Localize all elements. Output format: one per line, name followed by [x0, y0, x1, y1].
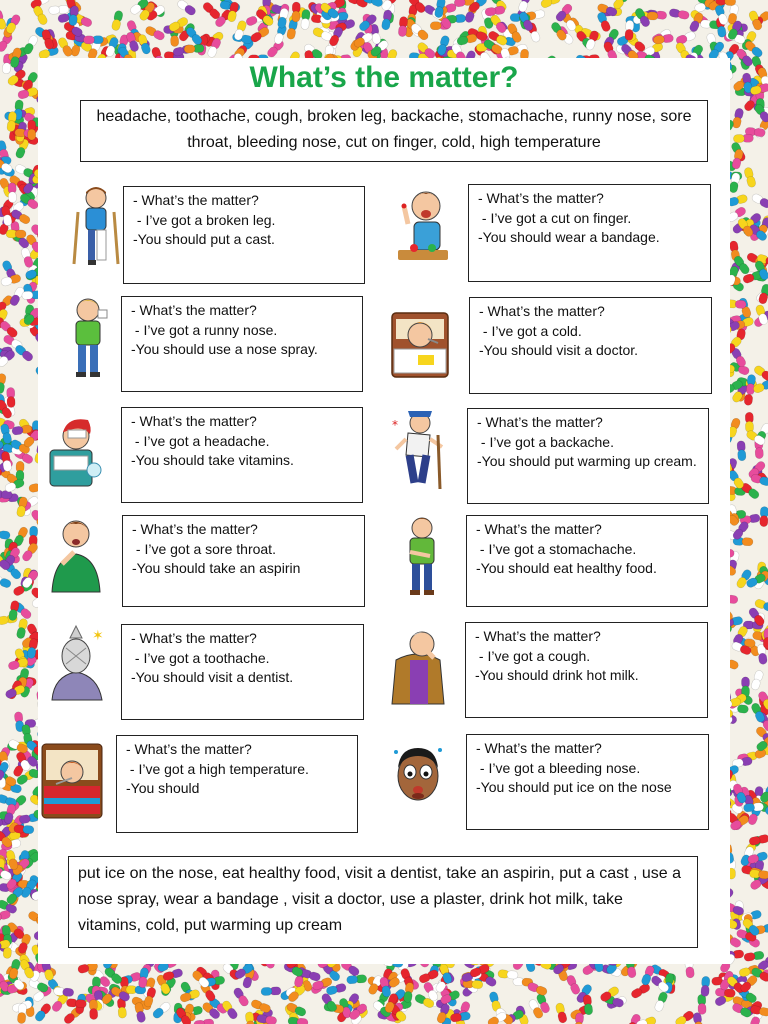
vocabulary-box: headache, toothache, cough, broken leg, backache, stomachache, runny nose, sore throat, bleeding nose, cut on finger, cold, high temperature — [80, 100, 708, 162]
dialog-question: - What’s the matter? — [479, 303, 605, 319]
dialog-advice: -You should wear a bandage. — [478, 229, 660, 245]
dialog-advice: -You should take vitamins. — [131, 452, 294, 468]
backache-icon — [386, 405, 450, 491]
runny-nose-icon — [58, 294, 122, 380]
dialog-question: - What’s the matter? — [131, 302, 257, 318]
cough-icon — [386, 620, 450, 706]
pill-decoration — [745, 412, 753, 432]
pill-decoration — [89, 999, 98, 1019]
pill-decoration — [733, 134, 753, 143]
dialog-question: - What’s the matter? — [131, 413, 257, 429]
dialog-answer: - I’ve got a backache. — [477, 433, 614, 450]
svg-text:✶: ✶ — [92, 628, 104, 644]
pill-decoration — [83, 36, 103, 44]
stomachache-icon — [390, 512, 454, 598]
dialog-answer: - I’ve got a sore throat. — [132, 540, 276, 557]
dialog-question: - What’s the matter? — [475, 628, 601, 644]
dialog-box — [466, 734, 709, 830]
headache-icon — [42, 410, 106, 496]
pill-decoration — [7, 387, 16, 407]
dialog-box — [469, 297, 712, 394]
page-title: What’s the matter? — [249, 61, 519, 94]
svg-text:*: * — [392, 418, 398, 432]
dialog-answer: - I’ve got a toothache. — [131, 649, 270, 666]
dialog-box — [121, 624, 364, 720]
toothache-icon — [44, 618, 108, 704]
pill-decoration — [6, 230, 26, 238]
dialog-advice: -You should — [126, 780, 200, 796]
dialog-advice: -You should put ice on the nose — [476, 779, 672, 795]
dialog-box — [465, 622, 708, 718]
dialog-answer: - I’ve got a headache. — [131, 432, 270, 449]
dialog-answer: - I’ve got a cough. — [475, 647, 591, 664]
boy-on-crutches-icon — [64, 184, 128, 270]
dialog-question: - What’s the matter? — [477, 414, 603, 430]
dialog-question: - What’s the matter? — [476, 740, 602, 756]
dialog-answer: - I’ve got a cut on finger. — [478, 209, 632, 226]
dialog-answer: - I’ve got a bleeding nose. — [476, 759, 641, 776]
dialog-answer: - I’ve got a broken leg. — [133, 211, 276, 228]
dialog-box — [468, 184, 711, 282]
dialog-answer: - I’ve got a stomachache. — [476, 540, 637, 557]
dialog-advice: -You should eat healthy food. — [476, 560, 657, 576]
dialog-box — [121, 296, 363, 392]
pill-decoration — [184, 44, 204, 53]
sick-in-bed-icon — [388, 303, 452, 389]
pill-decoration — [8, 183, 17, 203]
cut-finger-icon — [392, 184, 456, 270]
dialog-question: - What’s the matter? — [133, 192, 259, 208]
dialog-box — [116, 735, 358, 833]
dialog-answer: - I’ve got a runny nose. — [131, 321, 278, 338]
dialog-advice: -You should put a cast. — [133, 231, 275, 247]
dialog-question: - What’s the matter? — [478, 190, 604, 206]
dialog-answer: - I’ve got a cold. — [479, 322, 582, 339]
dialog-box — [123, 186, 365, 284]
dialog-advice: -You should visit a dentist. — [131, 669, 294, 685]
dialog-question: - What’s the matter? — [132, 521, 258, 537]
dialog-advice: -You should take an aspirin — [132, 560, 301, 576]
dialog-advice: -You should put warming up cream. — [477, 453, 697, 469]
dialog-box — [121, 407, 363, 503]
dialog-advice: -You should visit a doctor. — [479, 342, 639, 358]
pill-decoration — [261, 987, 281, 996]
dialog-box — [466, 515, 708, 607]
dialog-advice: -You should use a nose spray. — [131, 341, 318, 357]
bleeding-nose-icon — [386, 738, 450, 824]
advice-options-box: put ice on the nose, eat healthy food, visit a dentist, take an aspirin, put a cast , use a nose spray, wear a bandage , visit a doctor, use a plaster, drink hot milk, take vitamins, cold, put warming up cream — [68, 856, 698, 948]
pill-decoration — [698, 994, 707, 1014]
dialog-box — [467, 408, 709, 504]
dialog-advice: -You should drink hot milk. — [475, 667, 639, 683]
dialog-question: - What’s the matter? — [476, 521, 602, 537]
dialog-answer: - I’ve got a high temperature. — [126, 760, 309, 777]
pill-decoration — [292, 2, 301, 22]
pill-decoration — [28, 120, 36, 140]
dialog-box — [122, 515, 365, 607]
dialog-question: - What’s the matter? — [126, 741, 252, 757]
dialog-question: - What’s the matter? — [131, 630, 257, 646]
high-temperature-icon — [40, 738, 104, 824]
sore-throat-icon — [44, 512, 108, 598]
